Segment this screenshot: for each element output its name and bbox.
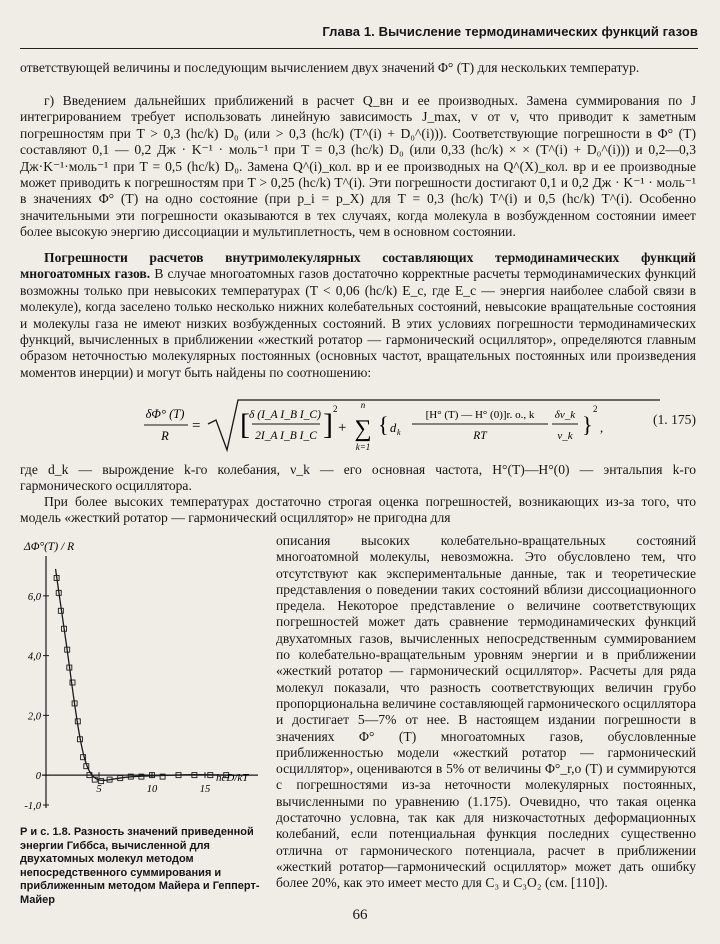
x-axis-label: hcD/kT: [216, 772, 249, 784]
eq-bracket-r: ]: [323, 408, 333, 441]
eq-dk-sub: k: [397, 428, 401, 437]
eq-equals: =: [192, 418, 201, 434]
eq-exp-2b: 2: [593, 404, 598, 414]
figure-1-8: [20, 530, 265, 830]
x-tick-label: 15: [199, 784, 211, 796]
eq-brace-l: {: [378, 412, 389, 437]
running-header: [20, 20, 698, 49]
y-tick-label: 2,0: [27, 711, 41, 723]
equation-1-175: [20, 398, 696, 454]
eq-term1-num: δ (I_A I_B I_C): [249, 409, 321, 421]
eq-brace-r: }: [582, 412, 593, 437]
y-axis-label: ΔΦ°(T) / R: [24, 541, 75, 553]
x-tick-label: 10: [146, 784, 158, 796]
equation-number: (1. 175): [652, 412, 696, 427]
eq-term1-den: 2I_A I_B I_C: [255, 430, 317, 442]
eq-sum-top: n: [360, 400, 366, 410]
eq-exp-2a: 2: [333, 404, 338, 414]
page-number: 66: [352, 907, 368, 923]
y-tick-label: -1,0: [24, 801, 41, 813]
x-tick-label: 5: [96, 784, 102, 796]
y-tick-label: 4,0: [27, 651, 41, 663]
y-tick-label: 6,0: [27, 591, 41, 603]
figure-caption: Р и с. 1.8. Разность значений приведенной энергии Гиббса, вычисленной для двухатомных молекул методом непосредственного суммирования и приближенным методом Майера и Гепперт-Майер: [20, 826, 260, 906]
paragraph-where: где d_k — вырождение k-го колебания, ν_k — его основная частота, H°(T)—H°(0) — энтальпия k-го гармонического осциллятора.: [20, 462, 696, 494]
paragraph-higher-temp: При более высоких температурах достаточно строгая оценка погрешностей, возникающих из-за того, что модель «жесткий ротатор — гармонический осциллятор» не пригодна для: [20, 494, 696, 526]
eq-dk: d: [390, 421, 397, 435]
figure-chart: [20, 530, 265, 830]
y-tick-label: 0: [35, 771, 41, 783]
fit-curve: [56, 569, 248, 780]
eq-term2-num: [H° (T) — H° (0)]r. o., k: [425, 409, 535, 421]
eq-dnu-den: ν_k: [557, 430, 573, 442]
eq-sum-sign: ∑: [354, 416, 372, 442]
eq-term2-den: RT: [473, 430, 487, 442]
equation-svg: [20, 398, 696, 454]
eq-lhs-num: δΦ° (T): [145, 407, 185, 421]
data-point: [99, 779, 104, 784]
eq-comma: ,: [600, 421, 604, 435]
paragraph-polyatomic-text: В случае многоатомных газов достаточно корректные расчеты термодинамических функций возможны только при невысоких температурах (T < 0,06 (hc/k) E_c, где E_c — энергия наиболее слабой связи в молекуле), когда заселено только несколько нижних колебательных состояний, невысокие вращательные состояния и молекулы газа не имеют низких возбужденных состояний. В этих условиях погрешности термодинамических функций, вычисленных в приближении «жесткий ротатор — гармонический осциллятор», определяются главным образом неточностью молекулярных постоянных (основных частот, вращательных постоянных или произведения моментов инерции) и могут быть найдены по соотношению:: [20, 266, 697, 380]
chapter-title: Глава 1. Вычисление термодинамических функций газов: [322, 24, 698, 39]
paragraph-g: г) Введением дальнейших приближений в расчет Q_вн и ее производных. Замена суммирования по J интегрированием требует использовать линейную зависимость J_max, v от v, что приводит к заметным погрешностям при T > 0,3 (hc/k) D₀ (или > 0,3 (hc/k) (T^(i) + D₀^(i))). Соответствующие погрешности в Φ° (T) составляют 0,1 — 0,2 Дж · K⁻¹ · моль⁻¹ при T = 0,3 (hc/k) D₀ (или 0,33 (hc/k) × × (T^(i) + D₀^(i))) и 0,2—0,3 Дж·K⁻¹·моль⁻¹ при T = 0,5 (hc/k) D₀. Замена Q^(i)_кол. вр и ее производных на Q^(X)_кол. вр и ее производные может приводить к погрешностям при T > 0,25 (hc/k) T^(i). Эти погрешности достигают 0,1 и 0,2 Дж · K⁻¹ · моль⁻¹ в значениях Φ° (T) на одно состояние (при p_i = p_X) для T = 0,3 (hc/k) T^(i) и 0,5 (hc/k) T^(i). Особенно значительными эти погрешности оказываются в тех случаях, когда молекула в возбужденном состоянии имеет более высокую энергию диссоциации и мультиплетность, чем в основном состоянии.: [20, 93, 696, 240]
eq-dnu-num: δν_k: [554, 409, 576, 421]
eq-bracket-l: [: [240, 408, 250, 441]
eq-sum-bottom: k=1: [355, 442, 371, 452]
eq-plus: +: [338, 420, 347, 436]
eq-lhs-den: R: [161, 429, 169, 443]
right-column-text: описания высоких колебательно-вращательных состояний многоатомной молекулы, невозможна. Это обусловлено тем, что отсутствуют как экспериментальные данные, так и теоретические представления о поведении таких состояний вблизи диссоциационного предела. Некоторое представление о величине соответствующих погрешностей может дать сравнение термодинамических функций двухатомных газов, вычисленных непосредственным суммированием по колебательно-вращательным уровням энергии и в приближении «жесткий ротатор — гармонический осциллятор». Расчеты для ряда молекул показали, что разность соответствующих величин грубо пропорциональна величине составляющей гармонического осциллятора и достигает 5—7% от нее. В настоящем издании погрешности в значениях Φ° (T) многоатомных газов, обусловленные приближенностью модели «жесткий ротатор — гармонический осциллятор», оцениваются в 5% от величины Φ°_r,o (T) и суммируются с погрешностями из-за неточности молекулярных постоянных, вычисленными по уравнению (1.175). Очевидно, что такая оценка достаточно условна, так как для низкочастотных деформационных колебаний, если потенциальная функция последних существенно отлична от гармонического потенциала, расчет в приближении «жесткий ротатор—гармонический осциллятор» может дать ошибку более 20%, как это имеет место для C₃ и C₃O₂ (см. [110]).: [276, 533, 696, 891]
section-heading: Погрешности расчетов внутримолекулярных составляющих термодинамических функций многоатомных газов.: [20, 250, 696, 282]
paragraph-polyatomic: [20, 250, 696, 381]
paragraph-continuation: ответствующей величины и последующим вычислением двух значений Φ° (T) для нескольких температур.: [20, 60, 640, 75]
